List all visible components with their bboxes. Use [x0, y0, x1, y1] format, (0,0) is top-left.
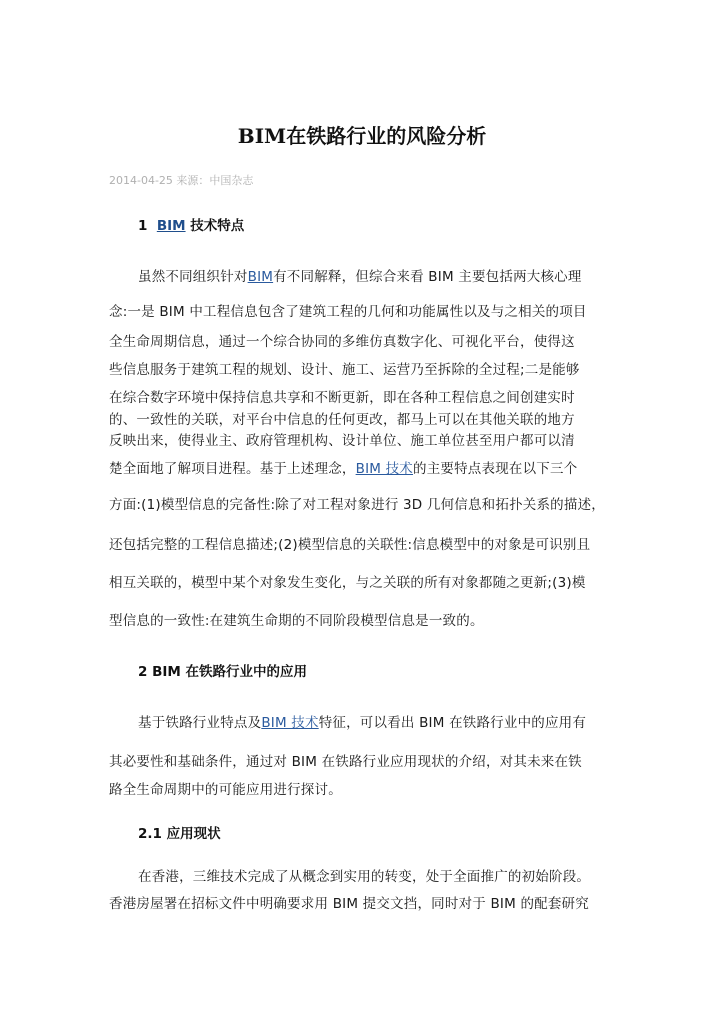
page-title: BIM在铁路行业的风险分析 [237, 124, 487, 148]
bim-tech-link[interactable]: BIM 技术 [355, 461, 413, 477]
text-segment: 有不同解释，但综合来看 BIM 主要包括两大核心理 [273, 269, 582, 285]
text-segment: 的主要特点表现在以下三个 [413, 461, 578, 477]
paragraph-line: 反映出来，使得业主、政府管理机构、设计单位、施工单位甚至用户都可以清 [109, 433, 575, 449]
paragraph-line: 路全生命周期中的可能应用进行探讨。 [109, 782, 342, 798]
paragraph-line: 全生命周期信息，通过一个综合协同的多维仿真数字化、可视化平台，使得这 [109, 334, 575, 350]
section-1-heading [138, 214, 244, 234]
text-segment: 虽然不同组织针对 [138, 269, 248, 285]
text-segment: 楚全面地了解项目进程。基于上述理念， [109, 461, 356, 477]
paragraph-line: 香港房屋署在招标文件中明确要求用 BIM 提交文挡，同时对于 BIM 的配套研究 [109, 896, 589, 912]
paragraph-line: 还包括完整的工程信息描述;(2)模型信息的关联性:信息模型中的对象是可识别且 [109, 537, 591, 553]
text-segment: 特征，可以看出 BIM 在铁路行业中的应用有 [318, 715, 587, 731]
paragraph-line: 在香港，三维技术完成了从概念到实用的转变，处于全面推广的初始阶段。 [138, 869, 591, 885]
paragraph-line: 些信息服务于建筑工程的规划、设计、施工、运营乃至拆除的全过程;二是能够 [109, 362, 580, 378]
bim-link[interactable]: BIM [247, 269, 274, 285]
section-1-bim-link[interactable]: BIM [156, 218, 186, 234]
paragraph-line: 型信息的一致性:在建筑生命期的不同阶段模型信息是一致的。 [109, 613, 484, 629]
section-1-number: 1 [138, 218, 148, 234]
paragraph-line: 相互关联的，模型中某个对象发生变化，与之关联的所有对象都随之更新;(3)模 [109, 575, 586, 591]
paragraph-line [109, 457, 577, 477]
bim-tech-link[interactable]: BIM 技术 [261, 715, 319, 731]
section-2-1-heading: 2.1 应用现状 [138, 826, 221, 842]
text-segment: 基于铁路行业特点及 [138, 715, 262, 731]
paragraph-line: 念:一是 BIM 中工程信息包含了建筑工程的几何和功能属性以及与之相关的项目 [109, 304, 587, 320]
paragraph-line: 方面:(1)模型信息的完备性:除了对工程对象进行 3D 几何信息和拓扑关系的描述， [109, 497, 605, 513]
paragraph-line: 的、一致性的关联，对平台中信息的任何更改，都马上可以在其他关联的地方 [109, 412, 575, 428]
paragraph-line [138, 711, 586, 731]
paragraph-line: 在综合数字环境中保持信息共享和不断更新，即在各种工程信息之间创建实时 [109, 390, 575, 406]
paragraph-line: 其必要性和基础条件，通过对 BIM 在铁路行业应用现状的介绍，对其未来在铁 [109, 754, 582, 770]
paragraph-line [138, 265, 582, 285]
article-meta: 2014-04-25 来源：中国杂志 [109, 174, 254, 187]
section-1-heading-text: 技术特点 [190, 218, 245, 234]
section-2-heading: 2 BIM 在铁路行业中的应用 [138, 664, 308, 680]
